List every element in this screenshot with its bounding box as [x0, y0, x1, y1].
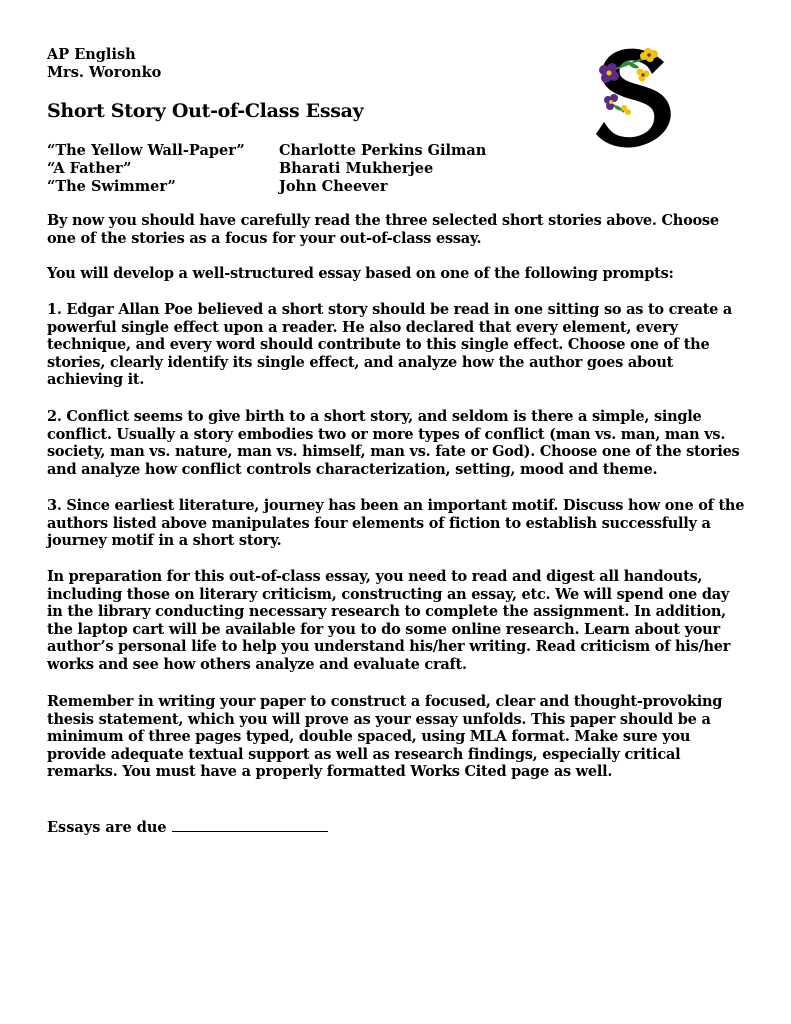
- preparation-paragraph: In preparation for this out-of-class essay, you need to read and digest all handouts, including those on literary criticism, constructing an essay, etc. We will spend one day in the library conducting necessary research to complete the assignment. In addition, the laptop cart will be available for you to do some online research. Learn about your author’s personal life to help you understand his/her writing. Read criticism of his/her works and see how others analyze and evaluate craft.: [47, 568, 731, 673]
- prompt-2-paragraph: 2. Conflict seems to give birth to a short story, and seldom is there a simple, single conflict. Usually a story embodies two or more types of conflict (man vs. man, man vs. society, man vs. nature, man vs. himself, man vs. fate or God). Choose one of the stories and analyze how conflict controls characterization, setting, mood and theme.: [47, 408, 740, 478]
- story-title: “The Yellow Wall-Paper”: [47, 142, 245, 159]
- prompt-3-paragraph: 3. Since earliest literature, journey has been an important motif. Discuss how one of the authors listed above manipulates four elements of fiction to establish successfully a journey motif in a short story.: [47, 497, 745, 550]
- floral-letter-s-icon: [590, 42, 680, 150]
- story-title: “A Father”: [47, 160, 132, 177]
- story-author: John Cheever: [279, 178, 388, 195]
- list-item: [47, 142, 486, 160]
- teacher-name: Mrs. Woronko: [47, 64, 162, 81]
- course-name: AP English: [47, 46, 136, 63]
- story-list: [47, 142, 486, 196]
- intro-paragraph: By now you should have carefully read the three selected short stories above. Choose one of the stories as a focus for your out-of-class essay.: [47, 212, 719, 247]
- due-date-line: [47, 817, 328, 836]
- list-item: [47, 178, 486, 196]
- due-date-blank: [172, 817, 328, 832]
- remember-paragraph: Remember in writing your paper to construct a focused, clear and thought-provoking thesis statement, which you will prove as your essay unfolds. This paper should be a minimum of three pages typed, double spaced, using MLA format. Make sure you provide adequate textual support as well as research findings, especially critical remarks. You must have a properly formatted Works Cited page as well.: [47, 693, 723, 781]
- prompt-1-paragraph: 1. Edgar Allan Poe believed a short story should be read in one sitting so as to create a powerful single effect upon a reader. He also declared that every element, every technique, and every word should contribute to this single effect. Choose one of the stories, clearly identify its single effect, and analyze how the author goes about achieving it.: [47, 301, 733, 389]
- page-title: Short Story Out-of-Class Essay: [47, 100, 364, 122]
- develop-paragraph: You will develop a well-structured essay based on one of the following prompts:: [47, 265, 674, 282]
- story-title: “The Swimmer”: [47, 178, 176, 195]
- story-author: Charlotte Perkins Gilman: [279, 142, 487, 159]
- due-label: Essays are due: [47, 819, 167, 836]
- list-item: [47, 160, 486, 178]
- story-author: Bharati Mukherjee: [279, 160, 434, 177]
